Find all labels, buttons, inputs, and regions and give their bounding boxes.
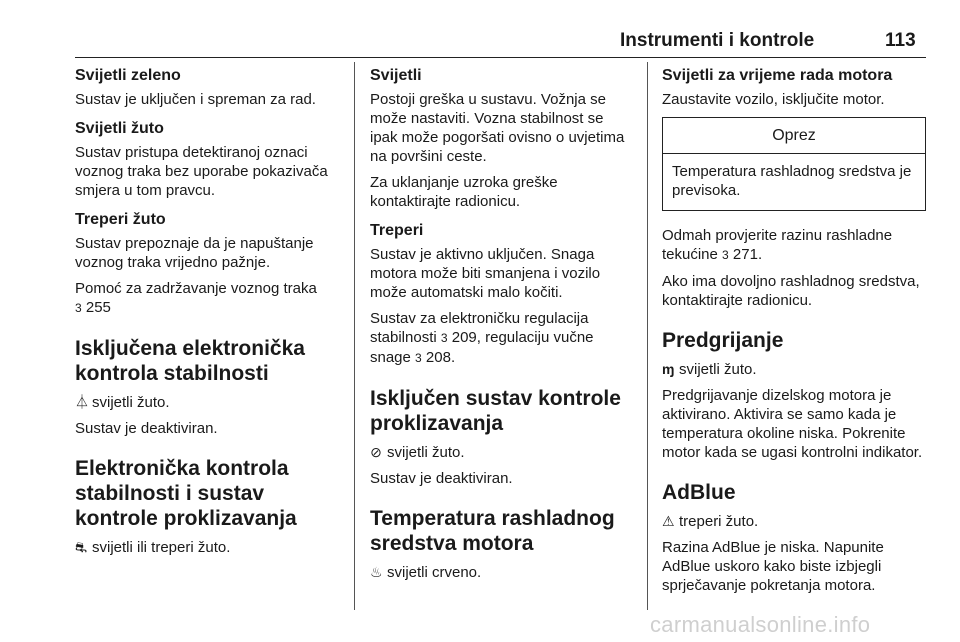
paragraph-zaustavite: Zaustavite vozilo, isključite motor. (662, 91, 885, 108)
sustav-text-2: , regulaciju vučne snage (370, 329, 594, 366)
heading-elektronicka-kontrola: Elektronička kontrola stabilnosti i sustav kontrole proklizavanja (75, 457, 297, 530)
heading-svijetli-rada-motora: Svijetli za vrijeme rada motora (662, 67, 893, 84)
odmah-text: Odmah provjerite razinu rashladne tekućine (662, 227, 893, 263)
esc-off-text: svijetli žuto. (92, 394, 170, 411)
paragraph-greska: Postoji greška u sustavu. Vožnja se može nastaviti. Vozna stabilnost se ipak može pogoršati ovisno o uvjetima na površini ceste. (370, 91, 625, 165)
sustav-text-3: . (450, 349, 456, 366)
heading-treperi: Treperi (370, 222, 424, 239)
column-2 (370, 66, 632, 589)
page-ref-icon: 3 (415, 351, 422, 365)
paragraph-aktivno: Sustav je aktivno uključen. Snaga motora može biti smanjena i vozilo može automatski malo kočiti. (370, 246, 601, 301)
paragraph-zuto: Sustav pristupa detektiranoj oznaci voznog traka bez uporabe pokazivača smjera u tom pravcu. (75, 144, 328, 199)
page-ref-icon: 3 (722, 248, 729, 262)
paragraph-pomoc (75, 279, 345, 318)
esc-text: svijetli ili treperi žuto. (92, 539, 231, 556)
heading-svijetli-zeleno: Svijetli zeleno (75, 67, 181, 84)
paragraph-odmah (662, 226, 926, 265)
paragraph-razina: Razina AdBlue je niska. Napunite AdBlue uskoro kako biste izbjegli sprječavanje pokretanja motora. (662, 539, 884, 594)
column-3 (662, 66, 926, 602)
page-ref-icon: 3 (440, 331, 448, 345)
paragraph-esc-off (75, 393, 345, 412)
header-rule (75, 57, 926, 58)
paragraph-glow (662, 360, 926, 379)
page-ref-icon: 3 (75, 301, 82, 315)
heading-iskljucena-esc: Isključena elektronička kontrola stabilnosti (75, 337, 305, 385)
page-ref-255[interactable]: 255 (85, 299, 111, 316)
coolant-text: svijetli crveno. (387, 564, 482, 581)
esc-icon: ⛐ (75, 539, 88, 555)
paragraph-esc-tc (75, 538, 345, 557)
paragraph-deaktiviran-1: Sustav je deaktiviran. (75, 420, 218, 437)
paragraph-predgrijavanje: Predgrijavanje dizelskog motora je aktivirano. Aktivira se samo kada je temperatura okoline niska. Pokrenite motor kada se ugasi kontrolni indikator. (662, 387, 923, 461)
column-divider-1 (354, 62, 355, 610)
caution-box (662, 117, 926, 211)
column-1 (75, 66, 345, 564)
heading-adblue: AdBlue (662, 481, 736, 504)
heading-treperi-zuto: Treperi žuto (75, 211, 166, 228)
paragraph-adblue-warning (662, 512, 926, 531)
watermark: carmanualsonline.info (650, 612, 871, 637)
heading-svijetli-zuto: Svijetli žuto (75, 120, 164, 137)
glow-text: svijetli žuto. (679, 361, 757, 378)
coolant-temperature-icon: ♨ (370, 564, 383, 580)
page-ref-271[interactable]: 271 (732, 246, 758, 263)
esc-off-icon: ⏃ (75, 394, 89, 410)
paragraph-sustav (370, 309, 632, 368)
tc-off-text: svijetli žuto. (387, 444, 465, 461)
page-ref-208[interactable]: 208 (425, 349, 451, 366)
glow-plug-icon: ɱ (662, 361, 675, 377)
page-number: 113 (885, 30, 916, 51)
heading-svijetli: Svijetli (370, 67, 422, 84)
paragraph-tc-off (370, 443, 632, 462)
paragraph-coolant (370, 563, 632, 582)
paragraph-ako: Ako ima dovoljno rashladnog sredstva, kontaktirajte radionicu. (662, 273, 920, 309)
heading-predgrijanje: Predgrijanje (662, 329, 784, 352)
adblue-icon: ⚠ (662, 513, 675, 529)
paragraph-uklanjanje: Za uklanjanje uzroka greške kontaktirajte radionicu. (370, 174, 558, 210)
header-title: Instrumenti i kontrole (620, 30, 815, 51)
caution-body: Temperatura rashladnog sredstva je previsoka. (672, 163, 912, 199)
paragraph-treperi: Sustav prepoznaje da je napuštanje voznog traka vrijedno pažnje. (75, 235, 314, 271)
caution-title: Oprez (663, 118, 925, 154)
column-divider-2 (647, 62, 648, 610)
adblue-text: treperi žuto. (679, 513, 759, 530)
pomoc-text: Pomoć za zadržavanje voznog traka (75, 280, 317, 297)
sustav-text-1: Sustav za elektroničku regulacija stabilnosti (370, 310, 589, 346)
heading-iskljucen-tc: Isključen sustav kontrole proklizavanja (370, 387, 621, 435)
odmah-end: . (757, 246, 763, 263)
paragraph-deaktiviran-2: Sustav je deaktiviran. (370, 470, 513, 487)
paragraph-zeleno: Sustav je uključen i spreman za rad. (75, 91, 316, 108)
heading-temperatura-rashladnog: Temperatura rashladnog sredstva motora (370, 507, 615, 555)
page-ref-209[interactable]: 209 (451, 329, 477, 346)
tc-off-icon: ⊘ (370, 444, 382, 460)
